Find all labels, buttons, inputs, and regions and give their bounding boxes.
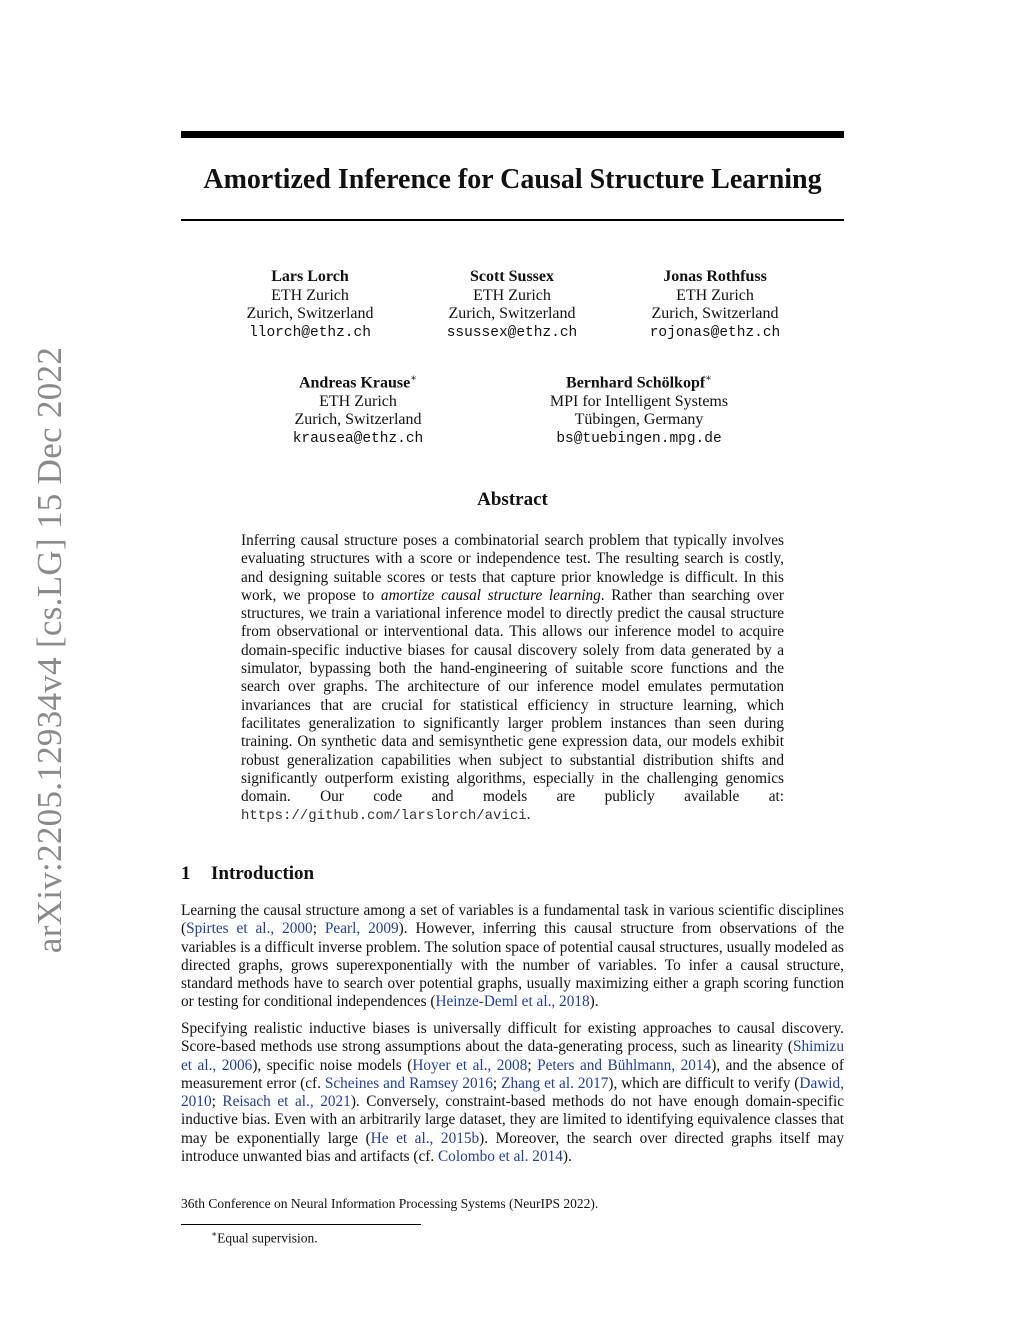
paper-title: Amortized Inference for Causal Structure Learning xyxy=(203,164,822,195)
section-number: 1 xyxy=(181,863,191,884)
author-block xyxy=(529,370,749,448)
citation-link[interactable]: Peters and Bühlmann, 2014 xyxy=(537,1056,712,1074)
title-rule-bottom xyxy=(181,219,844,221)
intro-paragraph-1 xyxy=(181,902,844,1012)
footnote-rule xyxy=(181,1224,421,1225)
abstract-heading: Abstract xyxy=(477,489,548,510)
text-run: ). xyxy=(562,1148,572,1166)
author-block xyxy=(432,268,592,342)
text-run: Learning the causal structure among a set of variables is a fundamental task in various scientific disciplines ( xyxy=(181,902,844,938)
code-url-link[interactable]: https://github.com/larslorch/avici xyxy=(241,808,527,825)
author-affiliation: MPI for Intelligent Systems xyxy=(549,392,729,410)
citation-link[interactable]: Heinze-Deml et al., 2018 xyxy=(435,993,590,1011)
text-run: Specifying realistic inductive biases is universally difficult for existing approaches to causal discovery. Score-based methods use strong assumptions about the data-generating process, such as linearity ( xyxy=(181,1020,844,1056)
text-run: ; xyxy=(211,1093,223,1111)
arxiv-sidebar xyxy=(30,346,70,954)
author-block xyxy=(278,370,438,448)
citation-link[interactable]: He et al., 2015b xyxy=(370,1129,480,1147)
author-location: Zurich, Switzerland xyxy=(651,305,779,322)
text-run: ), specific noise models ( xyxy=(252,1056,413,1074)
text-run: ). xyxy=(589,993,599,1011)
equal-supervision-mark: ∗ xyxy=(410,373,418,384)
author-block xyxy=(230,268,390,342)
conference-note: 36th Conference on Neural Information Processing Systems (NeurIPS 2022). xyxy=(181,1196,599,1211)
footnote xyxy=(211,1229,318,1247)
citation-link[interactable]: Pearl, 2009 xyxy=(324,920,399,938)
text-run: ; xyxy=(527,1056,538,1074)
citation-link[interactable]: Dawid, 2010 xyxy=(181,1074,845,1111)
arxiv-id: arXiv:2205.12934v4 [cs.LG] 15 Dec 2022 xyxy=(30,346,69,954)
author-name: Jonas Rothfuss xyxy=(663,268,767,285)
citation-link[interactable]: Reisach et al., 2021 xyxy=(222,1093,351,1111)
abstract-part: . xyxy=(526,806,531,824)
author-block xyxy=(635,268,795,342)
author-email: bs@tuebingen.mpg.de xyxy=(556,430,722,447)
author-affiliation: ETH Zurich xyxy=(473,286,551,304)
abstract-part: Inferring causal structure poses a combinatorial search problem that typically involves evaluating structures with a score or independence test. The resulting search is costly, and designing suitable scores or tests that capture prior knowledge is difficult. In this work, we propose to xyxy=(241,532,784,604)
author-name: Lars Lorch xyxy=(271,268,349,285)
section-title: Introduction xyxy=(211,863,315,884)
author-location: Zurich, Switzerland xyxy=(246,305,374,322)
intro-paragraph-2 xyxy=(181,1020,844,1166)
text-run: ). However, inferring this causal structure from observations of the variables is a difficult inverse problem. The solution space of potential causal structures, usually modeled as directed graphs, grows superexponentially with the number of variables. To infer a causal structure, standard methods have to search over potential graphs, usually maximizing either a graph scoring function or testing for conditional independences ( xyxy=(181,920,845,1011)
text-run: ), which are difficult to verify ( xyxy=(608,1074,800,1092)
citation-link[interactable]: Zhang et al. 2017 xyxy=(501,1074,609,1092)
author-email: krausea@ethz.ch xyxy=(292,430,424,447)
citation-link[interactable]: Spirtes et al., 2000 xyxy=(186,920,313,938)
author-email: llorch@ethz.ch xyxy=(249,324,371,341)
text-run: ; xyxy=(492,1074,502,1092)
footnote-mark: ∗ xyxy=(211,1229,218,1239)
author-name: Bernhard Schölkopf xyxy=(566,374,706,392)
abstract-part: . Rather than searching over structures, we train a variational inference model to directly predict the causal structure from observational or interventional data. This allows our inference model to acquire domain-specific inductive biases for causal discovery solely from data generated by a simulator, bypassing both the hand-engineering of suitable score functions and the search over graphs. The architecture of our inference model emulates permutation invariances that are crucial for statistical efficiency in structure learning, which facilitates generalization to significantly larger problem instances than seen during training. On synthetic data and semisynthetic gene expression data, our models exhibit robust generalization capabilities when subject to substantial distribution shifts and significantly outperform existing algorithms, especially in the challenging genomics domain. Our code and models are publicly available at: xyxy=(241,586,784,806)
author-affiliation: ETH Zurich xyxy=(319,392,397,410)
citation-link[interactable]: Shimizu et al., 2006 xyxy=(181,1038,844,1074)
author-affiliation: ETH Zurich xyxy=(271,286,349,304)
section-heading-introduction xyxy=(181,863,314,885)
text-run: ), and the absence of measurement error (cf. xyxy=(181,1056,844,1092)
author-email: rojonas@ethz.ch xyxy=(649,324,781,341)
author-name: Andreas Krause xyxy=(298,374,411,392)
citation-link[interactable]: Scheines and Ramsey 2016 xyxy=(324,1074,493,1092)
author-location: Zurich, Switzerland xyxy=(294,411,422,429)
abstract-emphasis: amortize causal structure learning xyxy=(380,586,601,604)
text-run: ; xyxy=(312,920,325,938)
equal-supervision-mark: ∗ xyxy=(705,373,712,384)
citation-link[interactable]: Hoyer et al., 2008 xyxy=(412,1056,528,1074)
author-location: Zurich, Switzerland xyxy=(448,305,576,322)
footnote-text: Equal supervision. xyxy=(217,1230,318,1246)
title-rule-top xyxy=(181,131,844,138)
abstract-text xyxy=(241,532,784,826)
citation-link[interactable]: Colombo et al. 2014 xyxy=(437,1148,563,1166)
author-name: Scott Sussex xyxy=(469,268,554,285)
text-run: ). Moreover, the search over directed graphs itself may introduce unwanted bias and artifacts (cf. xyxy=(181,1129,844,1166)
author-email: ssussex@ethz.ch xyxy=(446,324,578,341)
text-run: ). Conversely, constraint-based methods do not have enough domain-specific inductive bias. Even with an arbitrarily large dataset, they are limited to identifying equivalence classes that may be exponentially large ( xyxy=(181,1093,845,1147)
author-affiliation: ETH Zurich xyxy=(676,286,754,304)
author-location: Tübingen, Germany xyxy=(574,411,704,429)
